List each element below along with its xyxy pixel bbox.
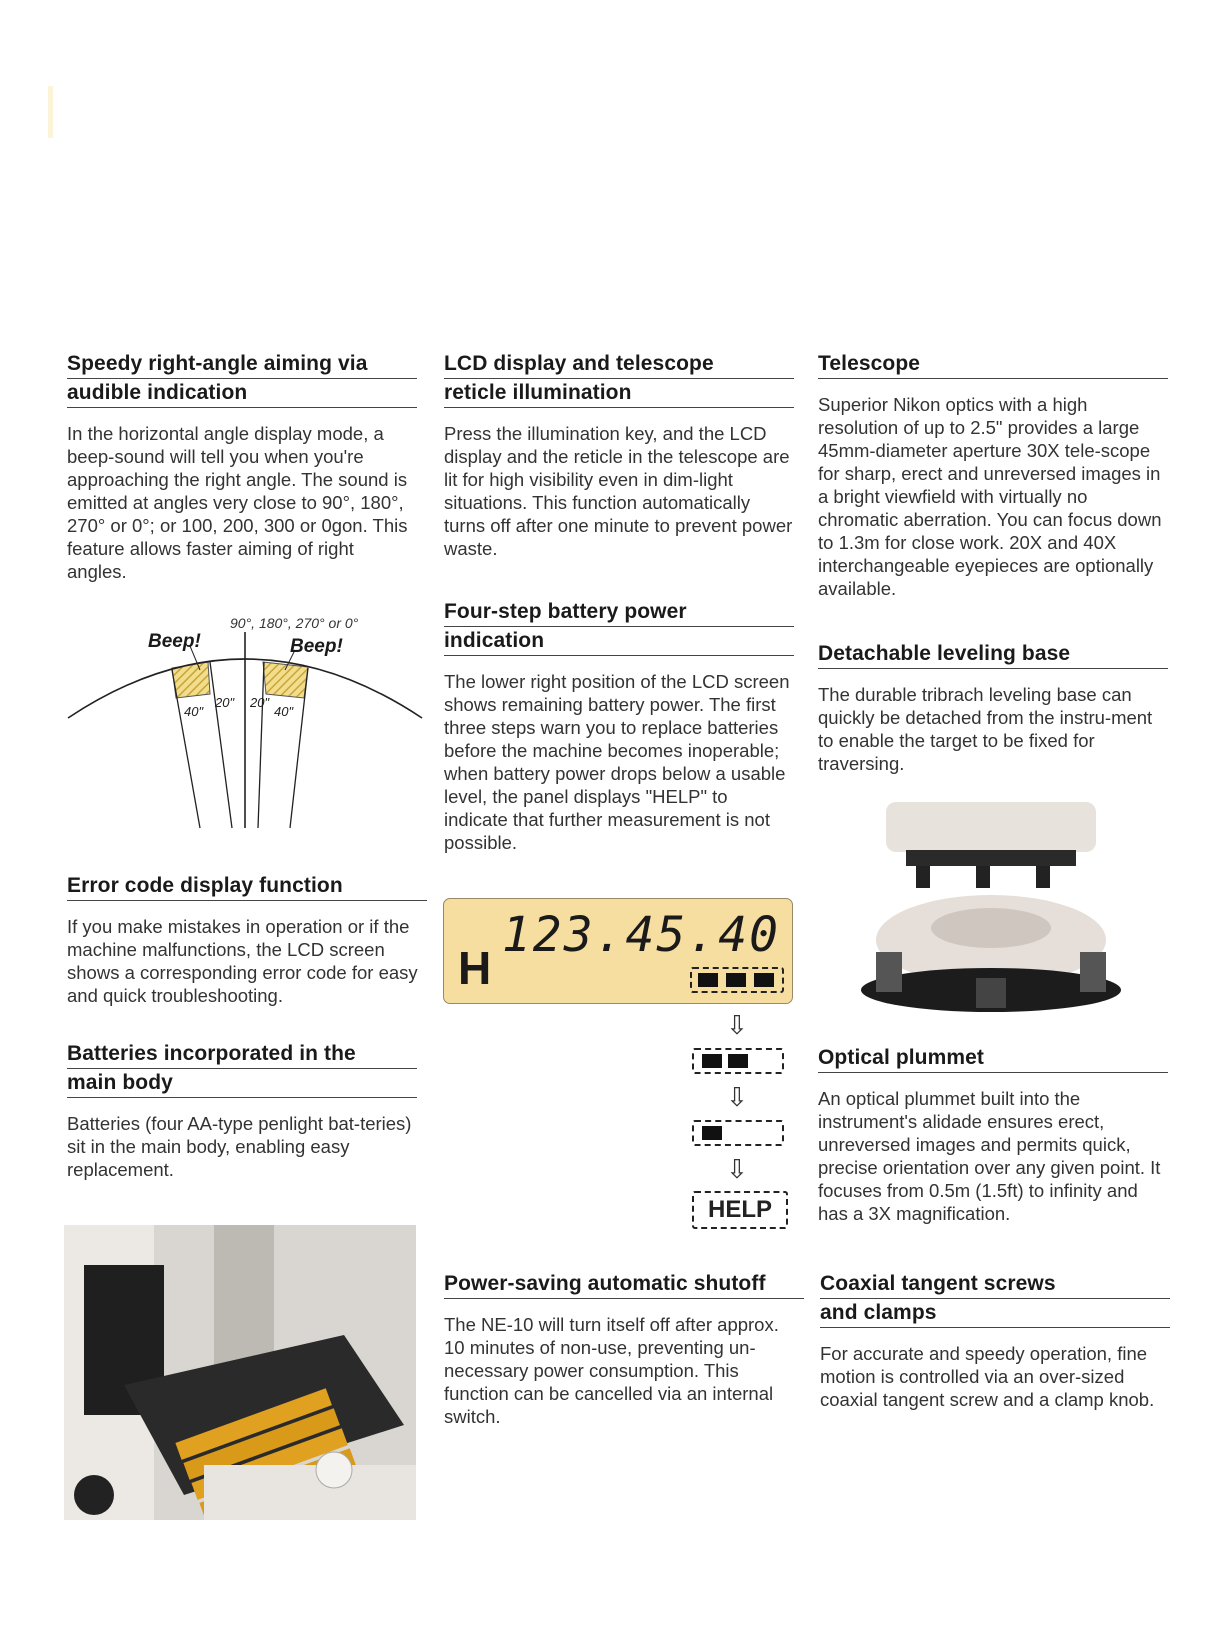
arrow-down-icon: ⇩ — [726, 1010, 748, 1040]
section-telescope — [818, 350, 1168, 600]
title-line-1: Error code display function — [67, 872, 427, 901]
section-title — [818, 1044, 1168, 1073]
battery-level-one — [692, 1120, 784, 1146]
section-lcd-illumination — [444, 350, 794, 560]
section-body: The lower right position of the LCD screen shows remaining battery power. The first three steps warn you to replace batteries before the machine becomes inoperable; when battery power drops below a usable level, the panel displays "HELP" to indicate that further measurement is not possible. — [444, 671, 790, 853]
title-line-2: and clamps — [820, 1299, 1170, 1328]
section-right-angle — [67, 350, 417, 583]
beep-left-label: Beep! — [148, 631, 201, 652]
beep-right-label: Beep! — [290, 636, 343, 657]
title-line-2: main body — [67, 1069, 417, 1098]
hatch-zone-right — [263, 662, 308, 698]
section-error-code — [67, 872, 427, 1007]
tick-20-right: 20" — [250, 695, 270, 710]
title-line-1: Coaxial tangent screws — [820, 1270, 1170, 1299]
section-title — [444, 598, 794, 656]
arrow-down-icon: ⇩ — [726, 1154, 748, 1184]
title-line-1: Optical plummet — [818, 1044, 1168, 1073]
section-body: Batteries (four AA-type penlight bat-teries) sit in the main body, enabling easy replacement. — [67, 1113, 412, 1180]
title-line-2: audible indication — [67, 379, 417, 408]
battery-compartment-photo — [64, 1225, 416, 1520]
section-title — [444, 1270, 804, 1299]
angles-label: 90°, 180°, 270° or 0° — [230, 615, 359, 631]
title-line-1: Detachable leveling base — [818, 640, 1168, 669]
section-leveling-base — [818, 640, 1168, 775]
tick-40-right: 40" — [274, 704, 294, 719]
title-line-1: Telescope — [818, 350, 1168, 379]
tick-40-left: 40" — [184, 704, 204, 719]
title-line-1: Speedy right-angle aiming via — [67, 350, 417, 379]
section-title — [820, 1270, 1170, 1328]
section-body: For accurate and speedy operation, fine motion is controlled via an over-sized coaxial tangent screw and a clamp knob. — [820, 1343, 1155, 1410]
section-title — [444, 350, 794, 408]
page-accent-mark — [48, 86, 53, 138]
section-body: If you make mistakes in operation or if the machine malfunctions, the LCD screen shows a corresponding error code for easy and quick troubleshooting. — [67, 916, 418, 1006]
section-body: The NE-10 will turn itself off after approx. 10 minutes of non-use, preventing un-necessary power consumption. This function can be cancelled via an internal switch. — [444, 1314, 779, 1427]
section-title — [67, 872, 427, 901]
lcd-mode-indicator: H — [458, 942, 492, 994]
lcd-display-panel — [443, 898, 793, 1004]
lcd-battery-full — [690, 967, 784, 993]
section-body: In the horizontal angle display mode, a beep-sound will tell you when you're approaching the right angle. The sound is emitted at angles very close to 90°, 180°, 270° or 0°; or 100, 200, 300 or 0gon. This feature allows faster aiming of right angles. — [67, 423, 408, 582]
title-line-1: LCD display and telescope — [444, 350, 794, 379]
section-batteries-body — [67, 1040, 417, 1181]
section-optical-plummet — [818, 1044, 1168, 1225]
section-title — [818, 640, 1168, 669]
section-battery-indication — [444, 598, 794, 854]
section-title — [818, 350, 1168, 379]
battery-level-two — [692, 1048, 784, 1074]
title-line-1: Batteries incorporated in the — [67, 1040, 417, 1069]
tribrach-photo — [856, 800, 1126, 1030]
section-body: The durable tribrach leveling base can quickly be detached from the instru-ment to enable the target to be fixed for traversing. — [818, 684, 1153, 774]
section-body: Press the illumination key, and the LCD display and the reticle in the telescope are lit for high visibility even in dim-light situations. This function automatically turns off after one minute to prevent power waste. — [444, 423, 793, 559]
section-coaxial — [820, 1270, 1170, 1411]
beep-angle-diagram — [60, 610, 430, 835]
section-body: An optical plummet built into the instrument's alidade ensures erect, unreversed images and permits quick, precise orientation over any given point. It focuses from 0.5m (1.5ft) to infinity and has a 3X magnification. — [818, 1088, 1161, 1224]
section-title — [67, 350, 417, 408]
battery-help-indicator: HELP — [692, 1191, 788, 1229]
title-line-2: reticle illumination — [444, 379, 794, 408]
section-title — [67, 1040, 417, 1098]
section-body: Superior Nikon optics with a high resolution of up to 2.5" provides a large 45mm-diameter aperture 30X tele-scope for sharp, erect and unreversed images in a bright viewfield with virtually no chromatic aberration. You can focus down to 1.3m for close work. 20X and 40X interchangeable eyepieces are optionally available. — [818, 394, 1162, 599]
tick-20-left: 20" — [215, 695, 235, 710]
section-power-saving — [444, 1270, 804, 1428]
arrow-down-icon: ⇩ — [726, 1082, 748, 1112]
lcd-digits-readout: 123.45.40 — [501, 907, 780, 963]
title-line-2: indication — [444, 627, 794, 656]
title-line-1: Four-step battery power — [444, 598, 794, 627]
title-line-1: Power-saving automatic shutoff — [444, 1270, 804, 1299]
